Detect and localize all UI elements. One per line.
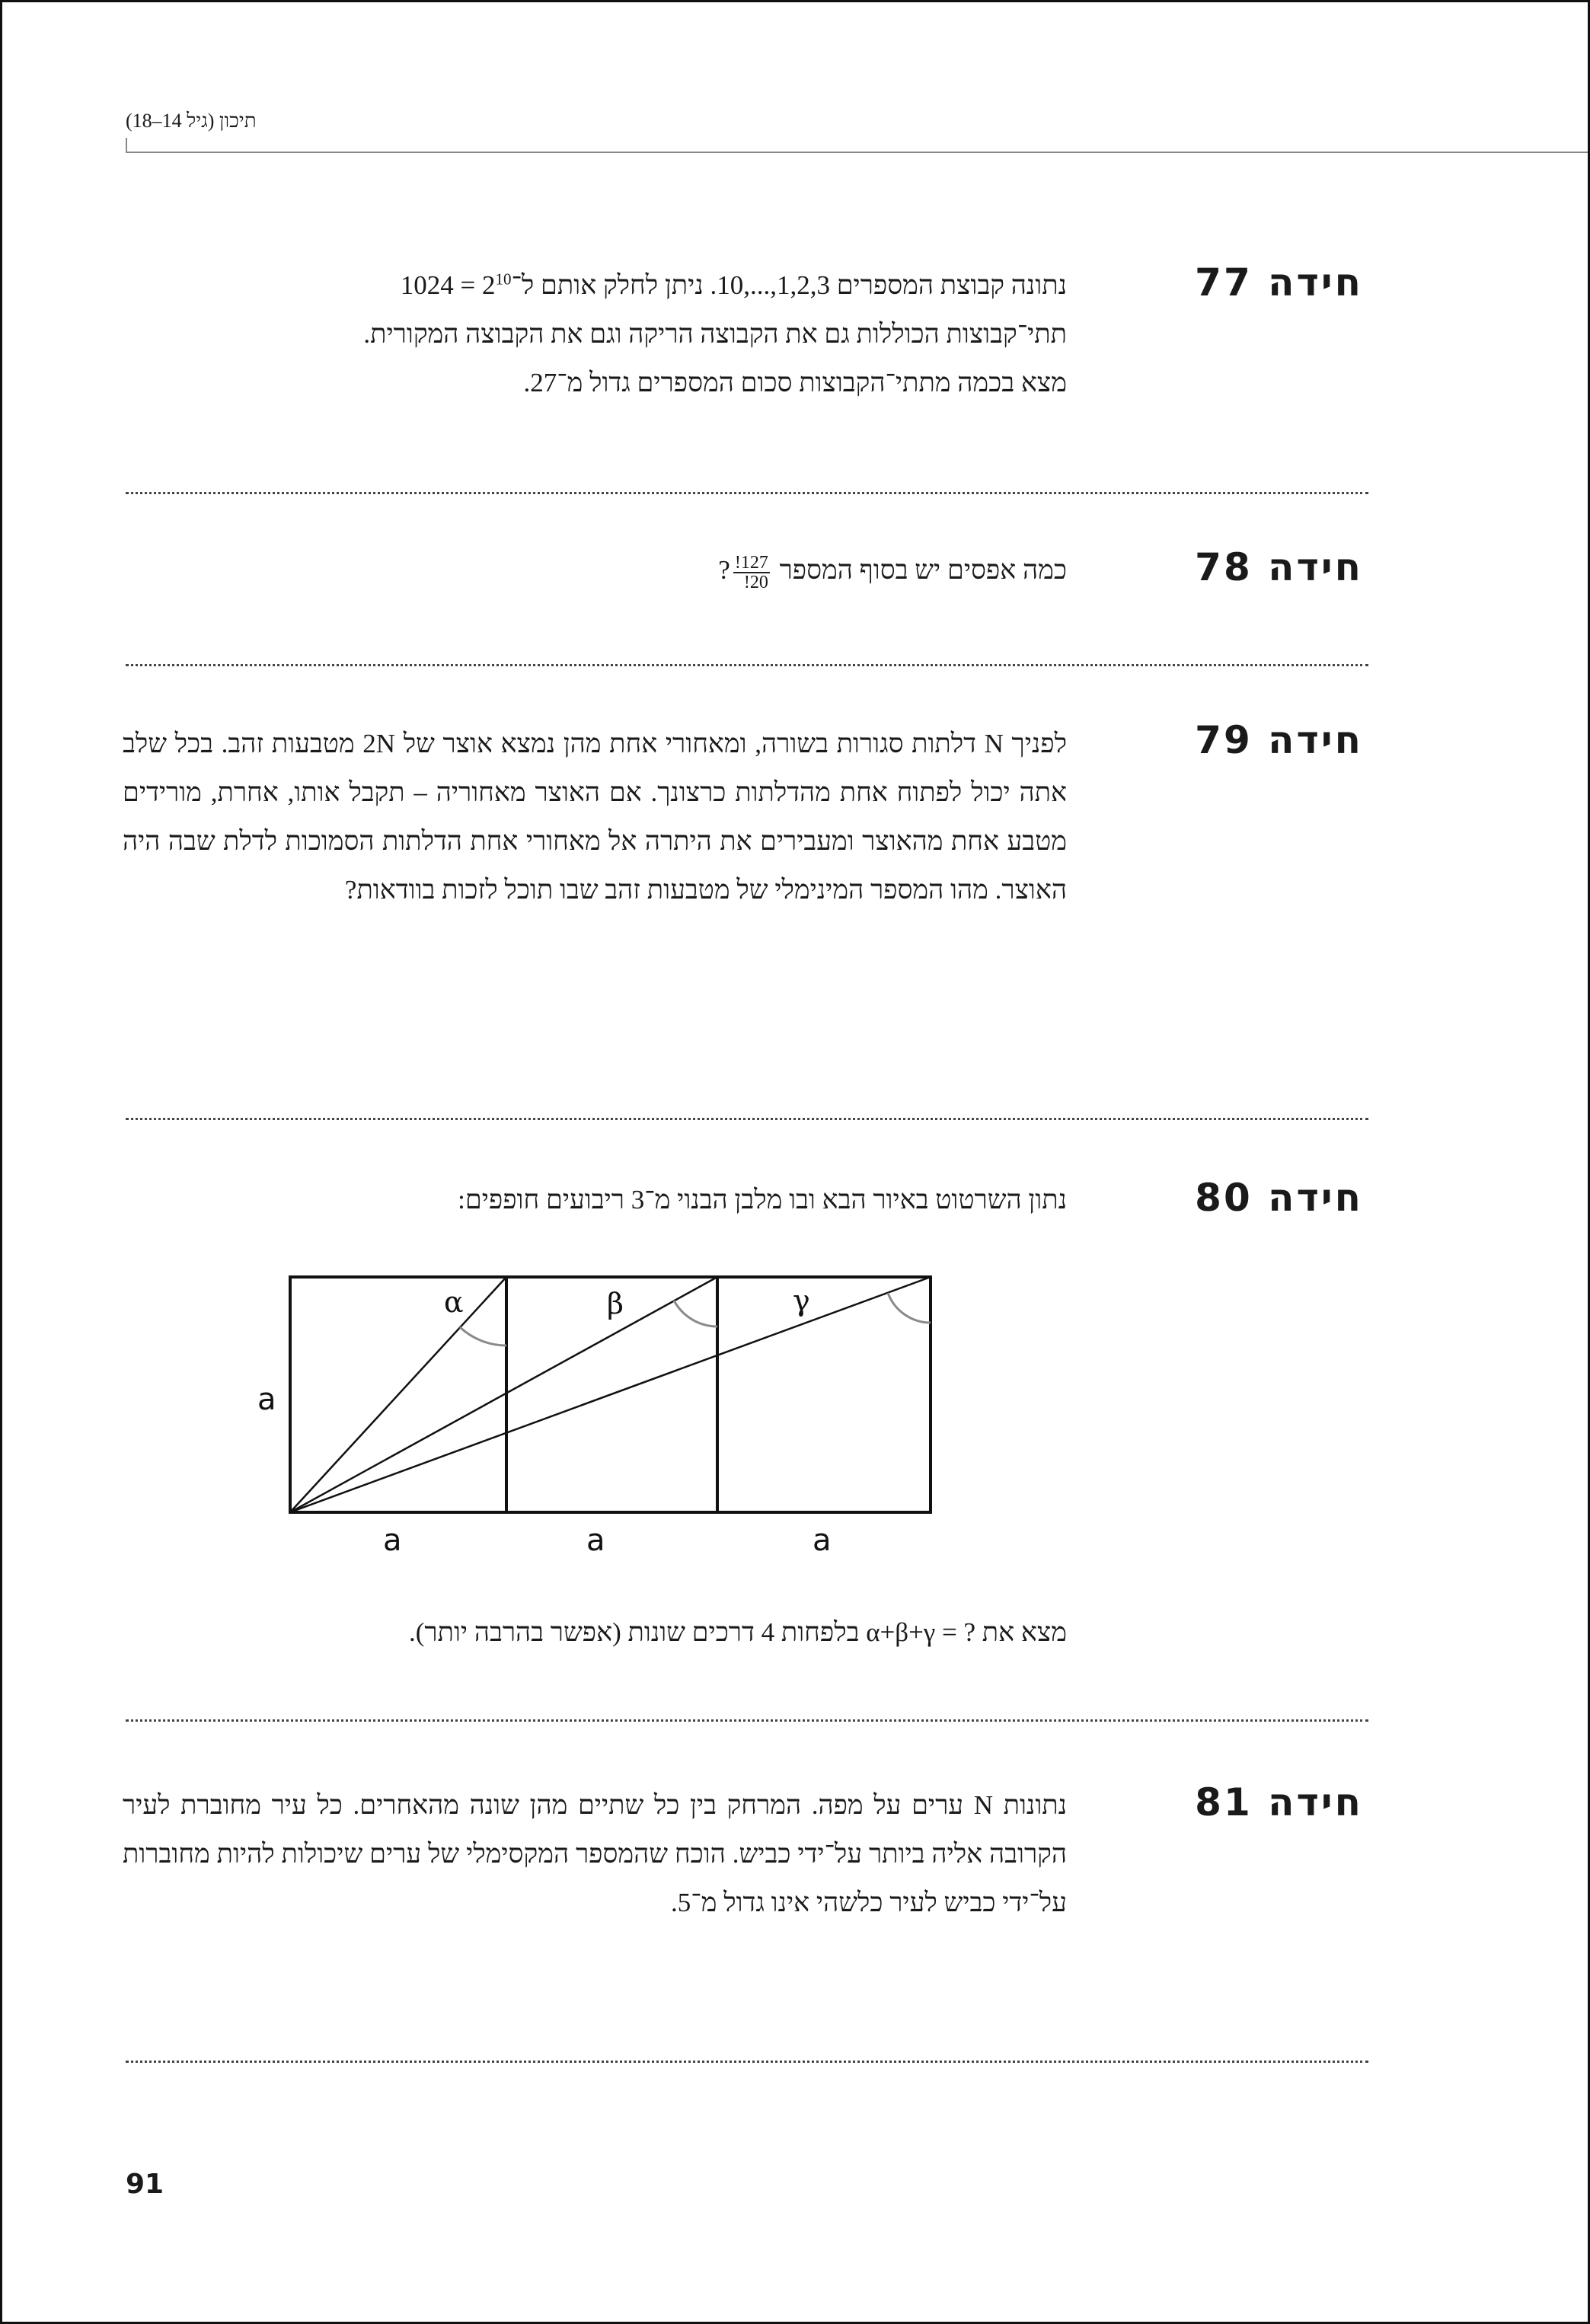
puzzle-81-text: נתונות N ערים על מפה. המרחק בין כל שתיים מהן שונה מהאחרים. כל עיר מחוברת לעיר הקרובה אליה ביותר על־ידי כביש. הוכח שהמספר המקסימלי של ערים שיכולות להיות מחוברות על־ידי כביש לעיר כלשהי אינו גדול מ־5.	[123, 1790, 1067, 1917]
puzzle-77-line-2: תתי־קבוצות הכוללות גם את הקבוצה הריקה וגם את הקבוצה המקורית.	[363, 319, 1067, 349]
label-beta: β	[607, 1287, 624, 1320]
puzzle-divider	[126, 1719, 1368, 1722]
puzzle-77-line-1-main: נתונה קבוצת המספרים 1,2,3,...,10. ניתן לחלק אותם ל־2	[482, 270, 1067, 300]
label-bottom-a-3: a	[813, 1523, 832, 1558]
page-number: 91	[126, 2169, 164, 2200]
label-side-a: a	[257, 1382, 276, 1417]
puzzle-77-label: חידה 77	[1195, 260, 1363, 305]
label-bottom-a-2: a	[586, 1523, 605, 1558]
arc-beta	[674, 1301, 717, 1326]
puzzle-78-question: כמה אפסים יש בסוף המספר	[779, 555, 1067, 585]
diagonal-alpha	[290, 1277, 506, 1512]
label-alpha: α	[444, 1285, 464, 1319]
label-gamma: γ	[793, 1284, 810, 1317]
angle-labels	[444, 1284, 810, 1320]
puzzle-80-label: חידה 80	[1195, 1176, 1363, 1220]
running-header: תיכון (גיל 14–18)	[126, 110, 257, 132]
label-bottom-a-1: a	[383, 1523, 402, 1558]
puzzle-81-label: חידה 81	[1195, 1780, 1363, 1824]
puzzle-78-question-mark: ?	[718, 555, 730, 585]
puzzle-77-exponent: 10	[495, 270, 512, 289]
angle-arcs	[460, 1293, 931, 1346]
squares-diagram	[2, 2, 1588, 2322]
arc-gamma	[888, 1293, 931, 1323]
puzzle-78-label: חידה 78	[1195, 545, 1363, 589]
puzzle-divider	[126, 2061, 1368, 2063]
puzzle-80-question: מצא את ? = α+β+γ בלפחות 4 דרכים שונות (אפשר בהרבה יותר).	[409, 1617, 1067, 1647]
fraction-denominator: 20!	[743, 572, 768, 592]
puzzle-80-intro: נתון השרטוט באיור הבא ובו מלבן הבנוי מ־3 ריבועים חופפים:	[458, 1185, 1067, 1215]
puzzle-79-text: לפניך N דלתות סגורות בשורה, ומאחורי אחת מהן נמצא אוצר של 2N מטבעות זהב. בכל שלב אתה יכול לפתוח אחת מהדלתות כרצונך. אם האוצר מאחוריה – תקבל אותו, אחרת, מורידים מטבע אחת מהאוצר ומעבירים את היתרה אל מאחורי אחת הדלתות הסמוכות לדלת שבה היה האוצר. מהו המספר המינימלי של מטבעות זהב שבו תוכל לזכות בוודאות?	[123, 729, 1067, 905]
puzzle-77-line-3: מצא בכמה מתתי־הקבוצות סכום המספרים גדול מ־27.	[523, 368, 1067, 397]
arc-alpha	[460, 1327, 506, 1346]
puzzle-79-label: חידה 79	[1195, 718, 1363, 762]
side-labels	[257, 1382, 832, 1558]
puzzle-77-line-1-tail: = 1024	[400, 270, 483, 300]
diagonal-beta	[290, 1277, 717, 1512]
fraction-numerator: 127!	[734, 552, 768, 573]
